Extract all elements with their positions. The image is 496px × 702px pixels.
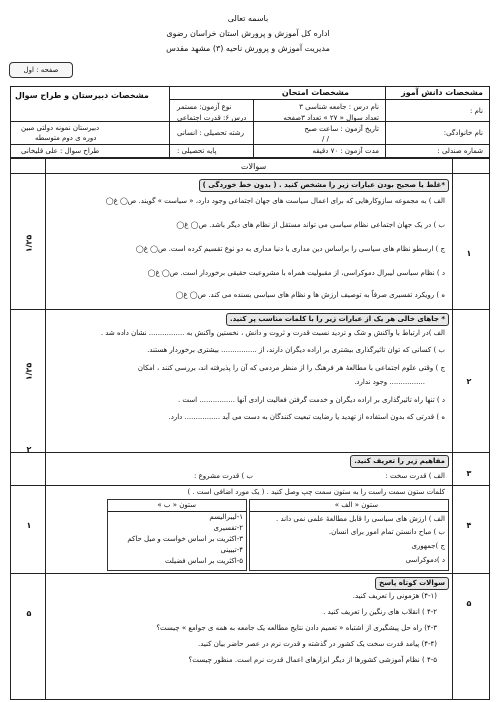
questions-title: سوالات	[241, 162, 267, 171]
q1-item-c: ج ) ارسطو نظام های سیاسی را براساس دین مداری یا دنیا مداری به دو نوع تقسیم کرده است. ص◯ غ◯	[135, 245, 445, 253]
q5-item-2: ۴-۲ ) انقلاب های رنگین را تعریف کنید .	[323, 608, 437, 616]
school-section-title: مشخصات دبیرستان و طراح سوال	[15, 91, 149, 100]
q4-title: کلمات ستون سمت راست را به ستون سمت چپ وصل کنید . ( یک مورد اضافی است . )	[187, 488, 445, 496]
q4-col-b-4: ۴-تبیینی	[220, 546, 243, 554]
q4-col-a-3: ج )جمهوری	[411, 542, 445, 550]
q4-col-a-header: ستون « الف »	[334, 501, 378, 509]
q1-title: *غلط یا صحیح بودن عبارات زیر را مشخص کنید . ( بدون خط خوردگی )	[199, 179, 449, 192]
exam-type: نوع آزمون: مستمر	[177, 103, 232, 111]
field-of-study: رشته تحصیلی : انسانی	[177, 129, 244, 137]
exam-section-title: مشخصات امتحان	[281, 88, 349, 97]
q2-title: * جاهای خالی هر یک از عبارات زیر را با کلمات مناسب پر کنید.	[226, 313, 449, 326]
student-section-title: مشخصات دانش آموز	[401, 88, 483, 97]
q2-item-a: الف )در ارتباط با واکنش و شک و تردید نسبت قدرت و ثروت و دانش ، نخستین واکنش به ................ نشان داده شد .	[100, 329, 445, 337]
question-count: تعداد سوال « ۲۷ » تعداد ۳صفحه	[283, 114, 379, 122]
q5-item-4: (۴-۴) پیامد قدرت سخت یک کشور در گذشته و قدرت نرم در عصر حاضر بیان کنید.	[198, 640, 437, 648]
q5-score: ۵	[26, 609, 32, 618]
q4-number: ۴	[466, 521, 472, 530]
q2-item-d: د ) تنها راه تاثیرگذاری بر اراده دیگران و خدمت گرفتن فعالیت ارادی آنها ................ است .	[177, 396, 445, 404]
chair-label: شماره صندلی :	[437, 147, 483, 155]
q4-col-b-5: ۵-اکثریت بر اساس فضیلت	[164, 557, 243, 565]
q5-item-3: ۴-۳) راه حل پیشگیری از اشتباه « تعمیم دادن نتایج مطالعه یک جامعه به همه ی جوامع » چیست؟	[156, 624, 437, 632]
q1-item-b: ب ) در یک جهان اجتماعی نظام سیاسی می تواند مستقل از نظام های دیگر باشد. ص◯ غ◯	[176, 221, 445, 229]
q5-item-5: ۴-۵ ) نظام آموزشی کشورها از دیگر ابزارهای اعمال قدرت نرم است. منظور چیست؟	[188, 656, 437, 664]
q3-number: ۳	[466, 469, 472, 478]
q4-col-b-1: ۱-لیبرالیسم	[209, 513, 243, 521]
q4-col-a-1: الف ) ارزش های سیاسی را قابل مطالعهٔ علمی نمی داند .	[276, 515, 445, 523]
exam-duration: مدت آزمون : ۷۰ دقیقه	[312, 147, 379, 155]
school-name: دبیرستان نمونه دولتی مبین	[21, 124, 100, 132]
q4-score: ۱	[26, 521, 32, 530]
q1-item-e: ه ) رویکرد تفسیری صرفاً به توصیف ارزش ها و نظام های سیاسی بسنده می کند. ص◯ غ◯	[175, 291, 445, 299]
q2-score: ۱/۲۵	[24, 362, 34, 381]
exam-date-value: / /	[322, 135, 329, 143]
q3-item-a: الف ) قدرت سخت :	[385, 472, 445, 480]
q2-item-b: ب ) کسانی که توان تاثیرگذاری بیشتری بر اراده دیگران دارند، از ................ بیشتری برخوردار هستند.	[147, 346, 445, 354]
q1-item-a: الف ) به مجموعه سازوکارهایی که برای اعمال سیاست های جهان اجتماعی وجود دارد، « سیاست » گویند. ص◯ غ◯	[105, 197, 445, 205]
header-district: مدیریت آموزش و پرورش ناحیه (۳) مشهد مقدس	[166, 44, 330, 53]
page-label: صفحه : اول	[9, 62, 73, 78]
q2-item-e: ه ) قدرتی که بدون استفاده از تهدید یا رضایت تبعیت کنندگان به دست می آید ................ دارد.	[168, 413, 445, 421]
q4-col-b-header: ستون « ب »	[157, 501, 196, 509]
lesson-name: نام درس : جامعه شناسی ۳	[299, 103, 379, 111]
questions-table	[10, 158, 490, 700]
q4-column-a	[249, 499, 449, 571]
q3-score: ۲	[26, 445, 32, 454]
q5-title: سوالات کوتاه پاسخ	[375, 577, 449, 590]
name-label: نام :	[470, 107, 483, 115]
header-org: اداره کل آموزش و پرورش استان خراسان رضوی	[166, 29, 330, 38]
family-label: نام خانوادگی:	[443, 129, 483, 137]
q3-title: مفاهیم زیر را تعریف کنید.	[350, 455, 449, 468]
exam-date-label: تاریخ آزمون : ساعت صبح	[304, 125, 379, 133]
q2-number: ۲	[466, 377, 472, 386]
q2-item-c-cont: ................ وجود ندارد.	[354, 378, 425, 386]
info-table	[10, 86, 490, 158]
designer-name: طراح سوال : علی قلیخانی	[21, 147, 100, 155]
header-basmala: باسمه تعالی	[227, 14, 269, 23]
q1-number: ۱	[466, 249, 472, 258]
q5-number: ۵	[466, 599, 472, 608]
q4-col-b-3: ۳-اکثریت بر اساس خواست و میل حاکم	[127, 535, 243, 543]
q5-item-1: (۴-۱) هژمونی را تعریف کنید.	[352, 592, 437, 600]
q4-col-a-2: ب ) مباح دانستن تمام امور برای انسان.	[328, 528, 445, 536]
school-level: دوره ی دوم متوسطه	[35, 134, 97, 142]
q4-col-b-2: ۲-تفسیری	[213, 524, 243, 532]
lesson-part: درس ۶: قدرت اجتماعی	[177, 114, 247, 122]
q4-column-b	[107, 499, 247, 571]
q1-item-d: د ) نظام سیاسی لیبرال دموکراسی، از مقبولیت همراه با مشروعیت حقیقی برخوردار است. ص◯ غ◯	[147, 269, 445, 277]
q2-item-c: ج ) وقتی علوم اجتماعی با مطالعهٔ هر فرهنگ را از منظر مردمی که آن را پذیرفته اند، بررسی کنند ، امکان	[137, 364, 445, 372]
grade-label: پایه تحصیلی :	[177, 147, 217, 155]
q3-item-b: ب ) قدرت مشروع :	[194, 472, 253, 480]
q1-score: ۱/۲۵	[24, 234, 34, 253]
q4-col-a-4: د )دموکراسی	[405, 556, 445, 564]
